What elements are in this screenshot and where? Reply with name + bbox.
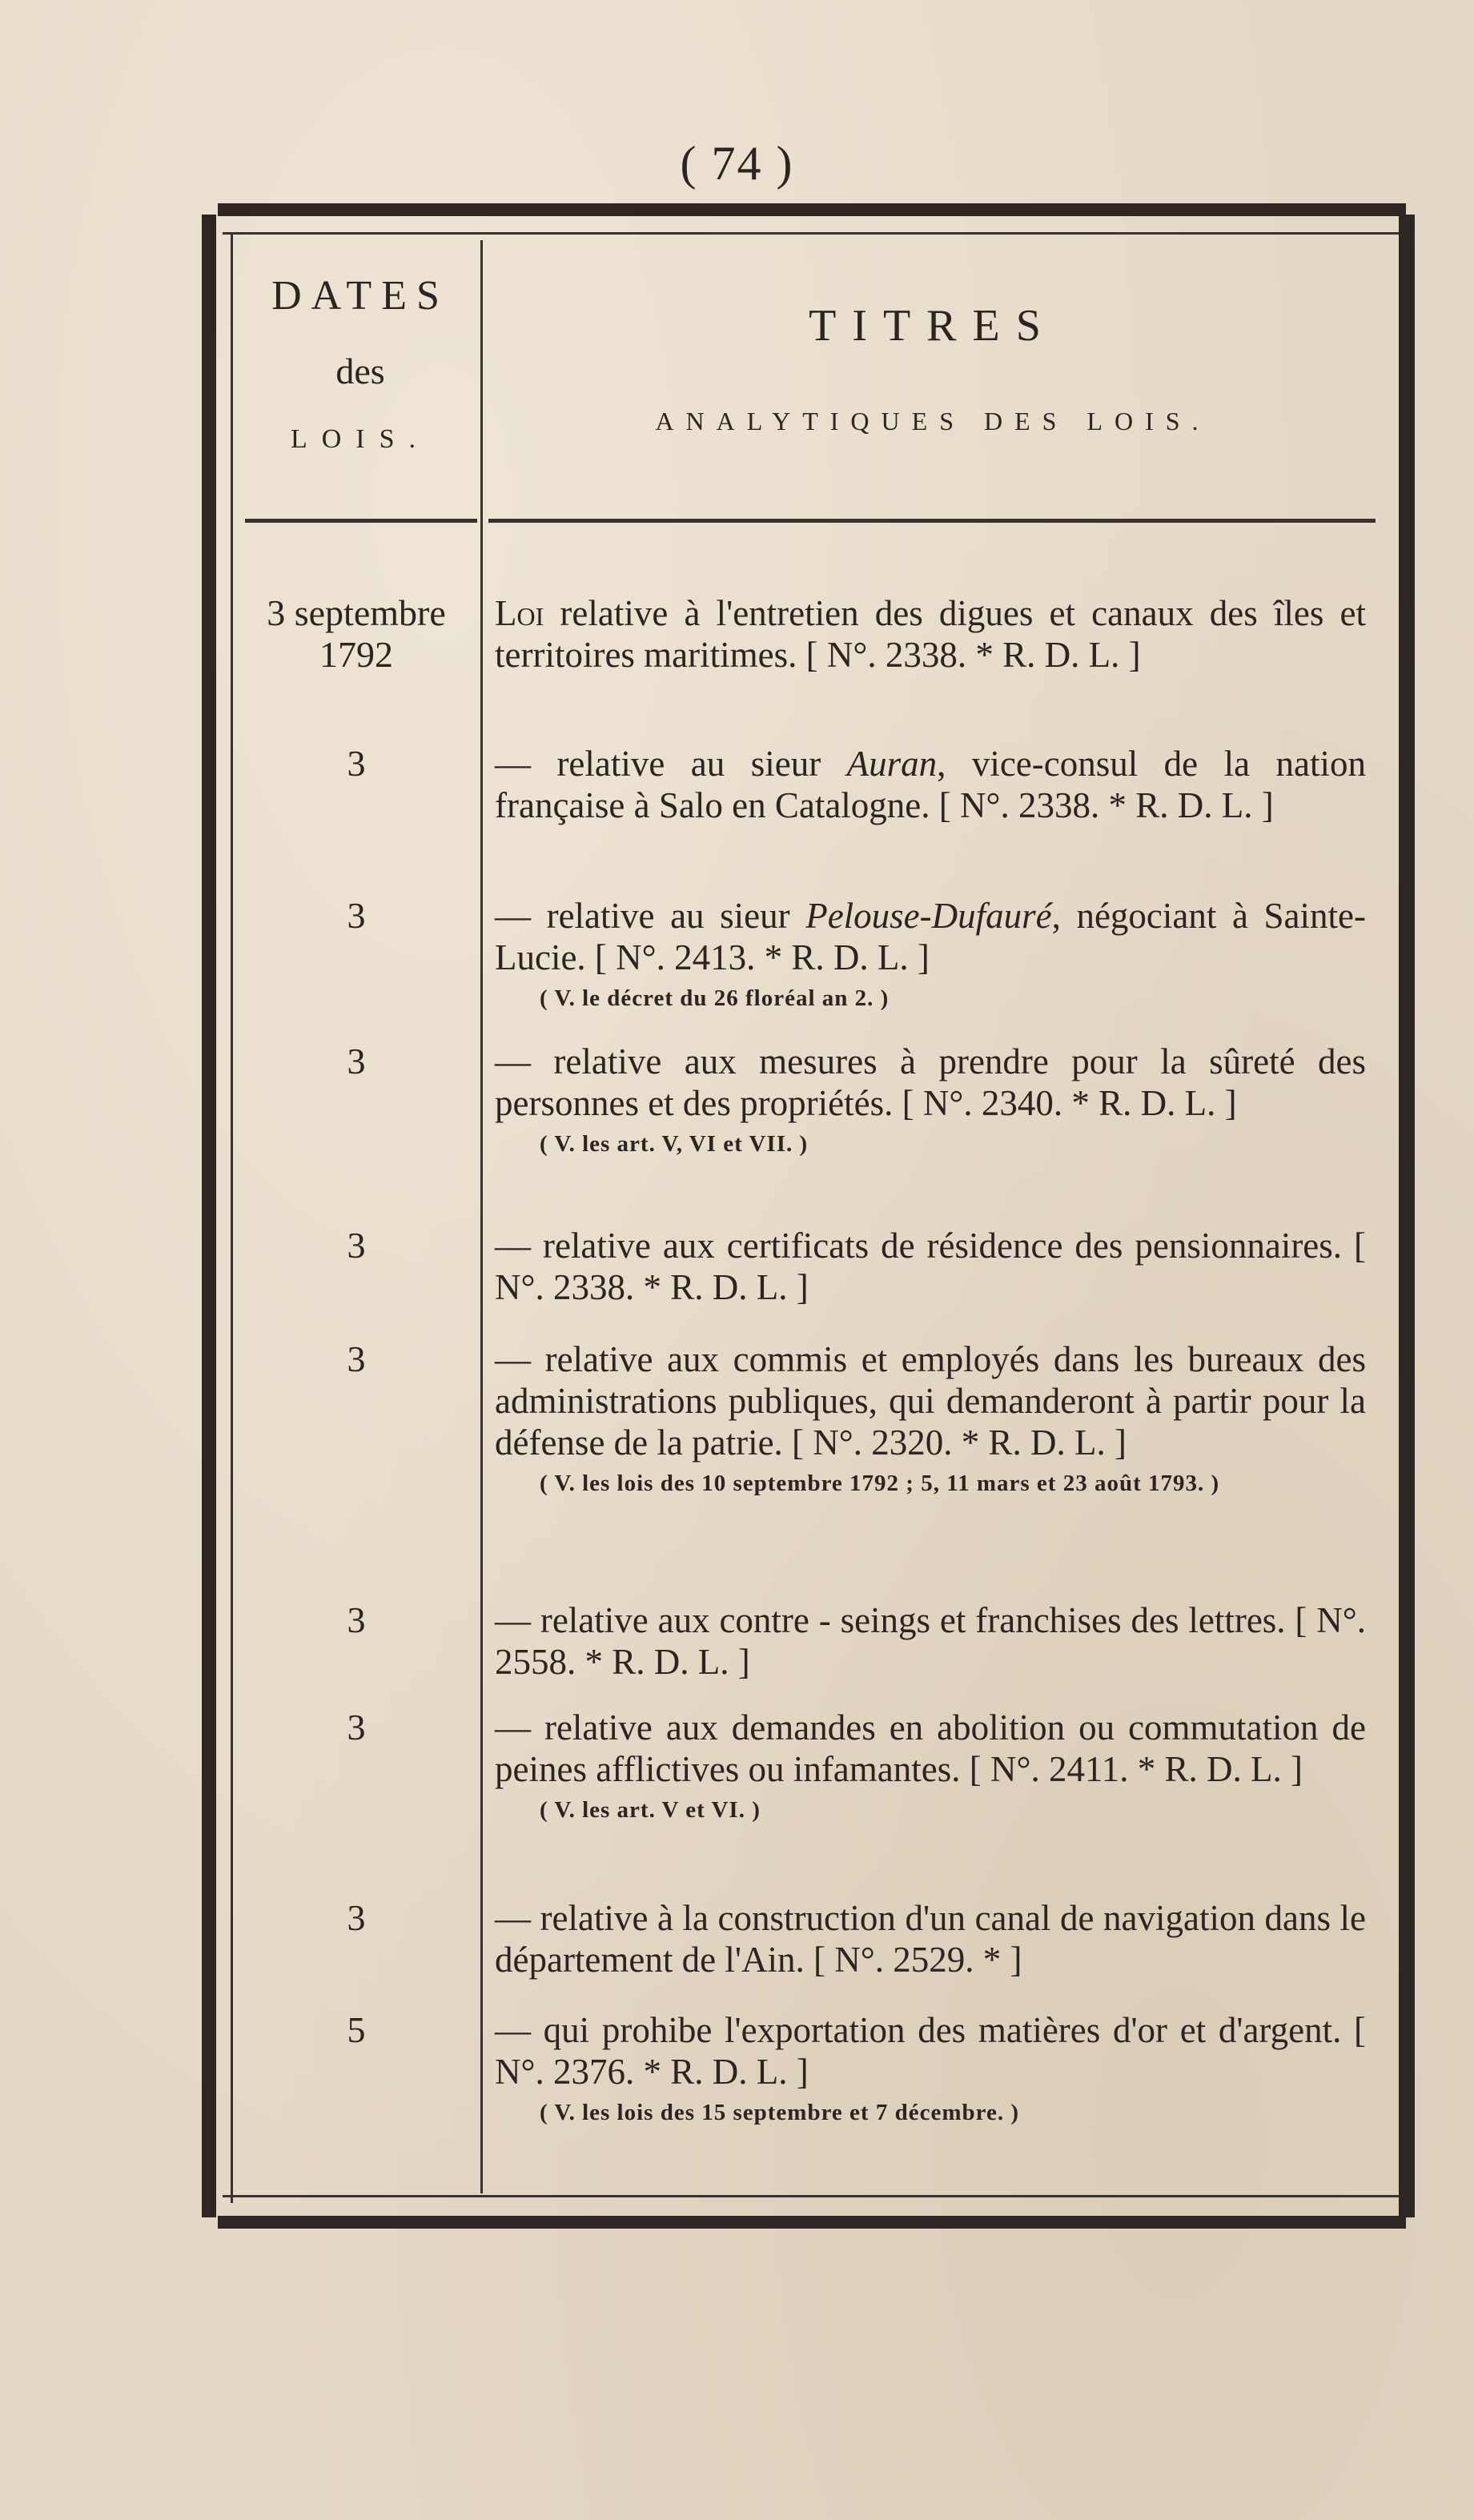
table-left-thin-border: [231, 234, 233, 2203]
entry-title: [495, 1225, 1366, 1308]
entry-date-day: 3 septembre: [267, 592, 446, 633]
entry-title: [495, 592, 1366, 676]
entry-lead: — relative aux commis et employés dans les bureaux des administrations publiques, qui demanderont à partir pour la défense de la patrie. [ N°. 2320. * R. D. L. ]: [495, 1339, 1366, 1463]
entry-date: 3: [347, 1338, 366, 1379]
entry-lead: — relative au sieur: [495, 744, 847, 784]
entry-lead: — relative au sieur: [495, 896, 806, 936]
entry-note: ( V. les art. V et VI. ): [540, 1797, 761, 1823]
entry-date: 3: [347, 895, 366, 936]
entry-date: 3: [347, 743, 366, 784]
entry-note: ( V. les lois des 10 septembre 1792 ; 5, 11 mars et 23 août 1793. ): [540, 1471, 1220, 1496]
entry-lead: — relative aux contre - seings et franchises des lettres. [ N°. 2558. * R. D. L. ]: [495, 1600, 1366, 1682]
entry-date-year: 1792: [319, 634, 393, 675]
entry-title: [495, 743, 1366, 826]
entry-date: 3: [347, 1707, 366, 1748]
entry-lead: — qui prohibe l'exportation des matières d'or et d'argent. [ N°. 2376. * R. D. L. ]: [495, 2010, 1366, 2092]
entry-note: ( V. les lois des 15 septembre et 7 décembre. ): [540, 2100, 1019, 2125]
entry-date: [240, 592, 472, 676]
entry-date: 5: [347, 2009, 366, 2050]
header-rule-titres: [488, 519, 1376, 523]
entry-text: , négociant à Sainte-Lucie. [ N°. 2413. * R. D. L. ]: [495, 896, 1366, 977]
entry-lead: — relative à la construction d'un canal de navigation dans le département de l'Ain. [ N°. 2529. * ]: [495, 1898, 1366, 1980]
entry-person-name: Auran: [846, 744, 938, 784]
header-des: des: [335, 351, 385, 391]
page-number: ( 74 ): [680, 137, 794, 190]
table-bottom-thin-rule: [223, 2195, 1400, 2197]
entry-date: 3: [347, 1225, 366, 1266]
table-top-thin-rule: [223, 232, 1400, 235]
entry-lead: — relative aux mesures à prendre pour la sûreté des personnes et des propriétés. [ N°. 2340. * R. D. L. ]: [495, 1041, 1366, 1123]
header-titres: TITRES: [809, 301, 1057, 351]
entry-title: [495, 1897, 1366, 1980]
entry-title: [495, 1338, 1366, 1499]
header-rule-dates: [245, 519, 477, 523]
entry-date: 3: [347, 1599, 366, 1640]
entry-title: [495, 1041, 1366, 1159]
entry-title: [495, 2009, 1366, 2128]
entry-lead: — relative aux demandes en abolition ou commutation de peines afflictives ou infamantes. [ N°. 2411. * R. D. L. ]: [495, 1707, 1366, 1789]
entry-title: [495, 895, 1366, 1013]
header-dates: DATES: [271, 273, 449, 319]
table-left-border: [202, 215, 216, 2217]
entry-lead: — relative aux certificats de résidence des pensionnaires. [ N°. 2338. * R. D. L. ]: [495, 1226, 1366, 1307]
table-top-rule: [218, 203, 1406, 216]
entry-note: ( V. le décret du 26 floréal an 2. ): [540, 985, 890, 1011]
entry-text: relative à l'entretien des digues et canaux des îles et territoires maritimes. [ N°. 2338. * R. D. L. ]: [495, 593, 1366, 675]
header-lois: LOIS.: [290, 424, 431, 454]
entry-title: [495, 1707, 1366, 1825]
entry-person-name: Pelouse-Dufauré: [805, 896, 1052, 936]
entry-lead: Loi: [495, 593, 544, 633]
entry-text: , vice-consul de la nation française à Salo en Catalogne. [ N°. 2338. * R. D. L. ]: [495, 744, 1366, 825]
entry-note: ( V. les art. V, VI et VII. ): [540, 1131, 809, 1157]
header-analytiques: ANALYTIQUES DES LOIS.: [655, 407, 1211, 435]
table-bottom-rule: [218, 2216, 1406, 2229]
entry-date: 3: [347, 1897, 366, 1938]
entry-title: [495, 1599, 1366, 1683]
entry-date: 3: [347, 1041, 366, 1081]
column-divider: [480, 240, 483, 2193]
table-right-border: [1399, 215, 1415, 2217]
